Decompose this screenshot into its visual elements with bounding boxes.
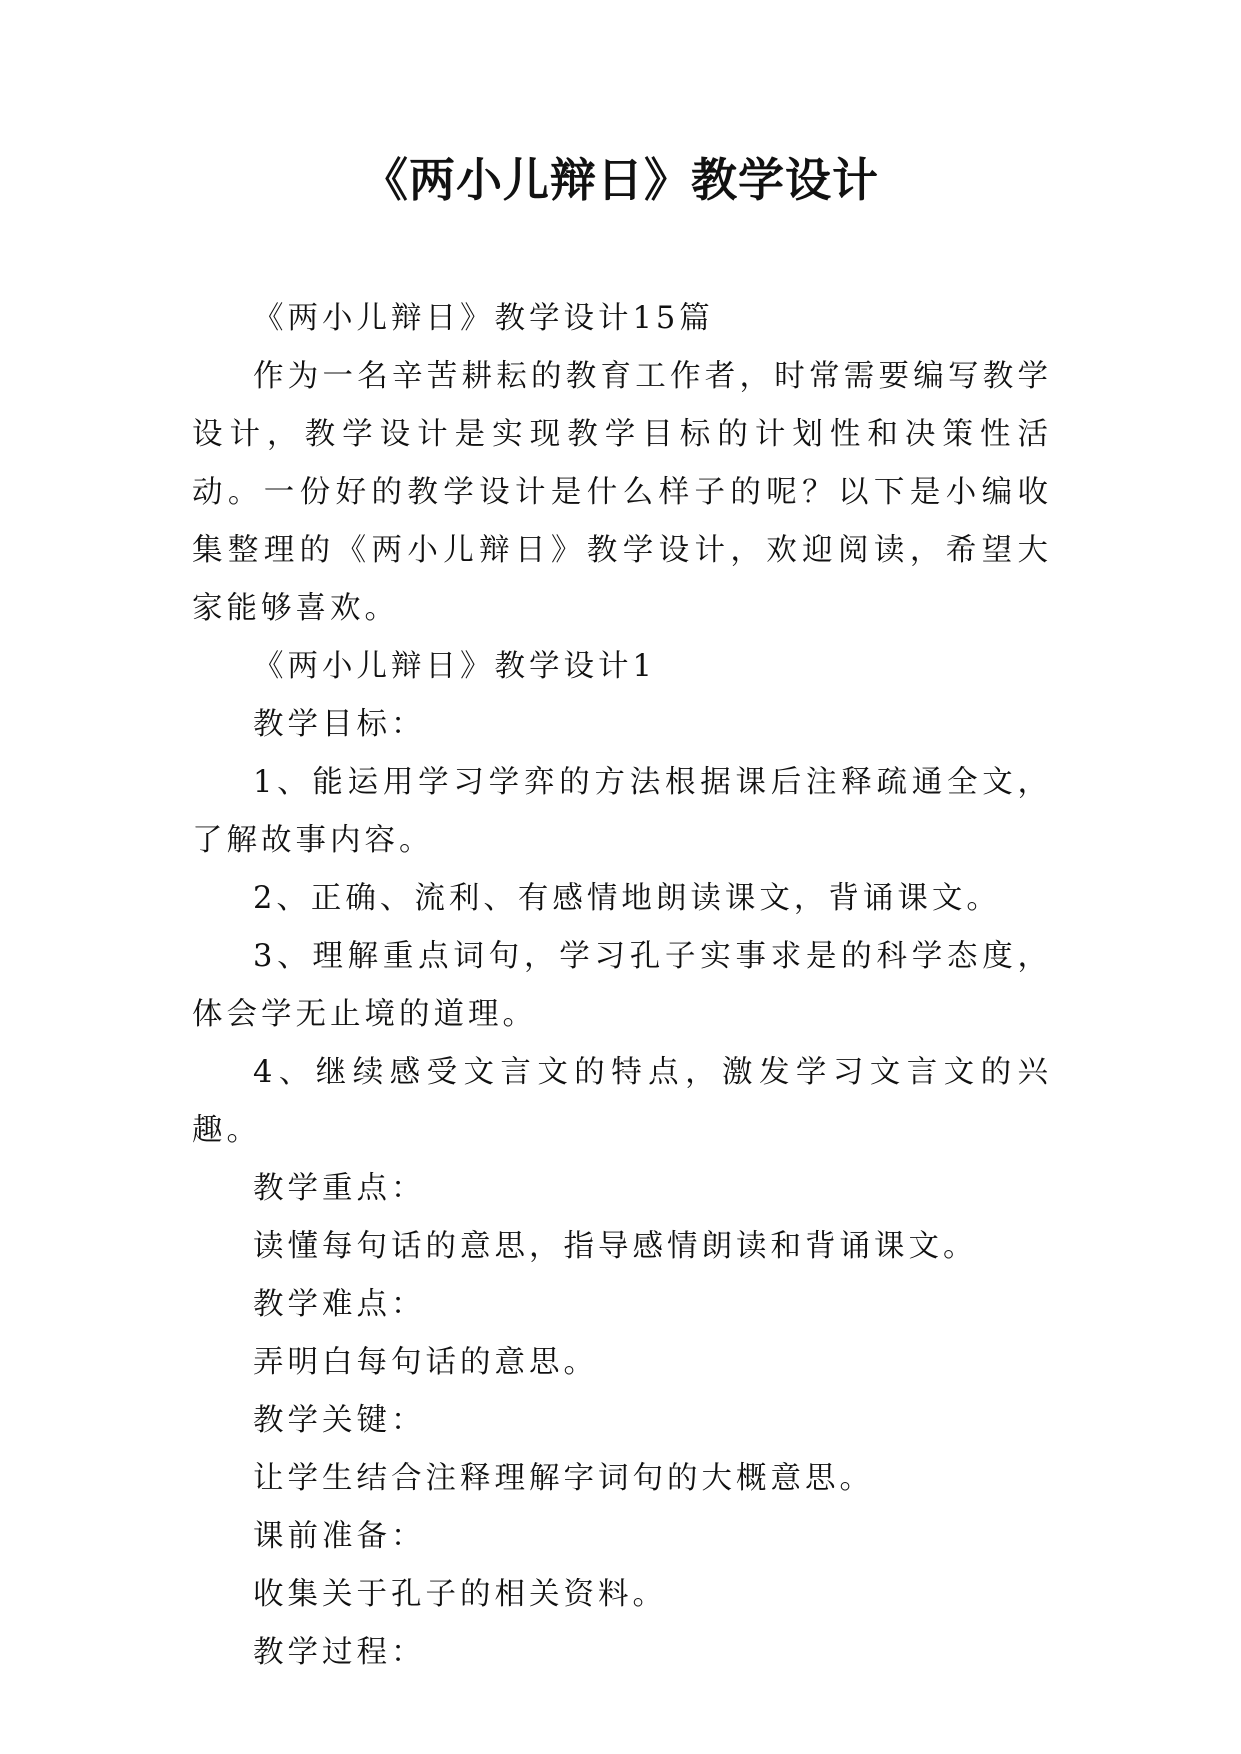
preparation-text: 收集关于孔子的相关资料。 xyxy=(253,1577,667,1612)
teaching-key-text: 让学生结合注释理解字词句的大概意思。 xyxy=(253,1461,874,1496)
label-teaching-focus: 教学重点： xyxy=(253,1171,426,1206)
goal-item-3: 3、理解重点词句，学习孔子实事求是的科学态度，体会学无止境的道理。 xyxy=(192,939,1052,1032)
goal-item-4: 4、继续感受文言文的特点，激发学习文言文的兴趣。 xyxy=(192,1055,1052,1148)
section-heading-design-1: 《两小儿辩日》教学设计1 xyxy=(253,649,656,684)
teaching-difficulty-text: 弄明白每句话的意思。 xyxy=(253,1345,598,1380)
label-teaching-difficulty: 教学难点： xyxy=(253,1287,426,1322)
paragraph-intro-text: 作为一名辛苦耕耘的教育工作者，时常需要编写教学设计，教学设计是实现教学目标的计划性和决策性活动。一份好的教学设计是什么样子的呢？以下是小编收集整理的《两小儿辩日》教学设计，欢迎阅读，希望大家能够喜欢。 xyxy=(192,359,1052,626)
document-body xyxy=(192,290,1052,1682)
goal-item-1: 1、能运用学习学弈的方法根据课后注释疏通全文，了解故事内容。 xyxy=(192,765,1052,858)
label-teaching-key: 教学关键： xyxy=(253,1403,426,1438)
label-teaching-process: 教学过程： xyxy=(253,1635,426,1670)
teaching-focus-text: 读懂每句话的意思，指导感情朗读和背诵课文。 xyxy=(253,1229,978,1264)
goal-item-2: 2、正确、流利、有感情地朗读课文，背诵课文。 xyxy=(253,881,1001,916)
document-title: 《两小儿辩日》教学设计 xyxy=(362,153,879,207)
label-preparation: 课前准备： xyxy=(253,1519,426,1554)
paragraph-intro-heading: 《两小儿辩日》教学设计15篇 xyxy=(253,301,714,336)
label-teaching-goals: 教学目标： xyxy=(253,707,426,742)
